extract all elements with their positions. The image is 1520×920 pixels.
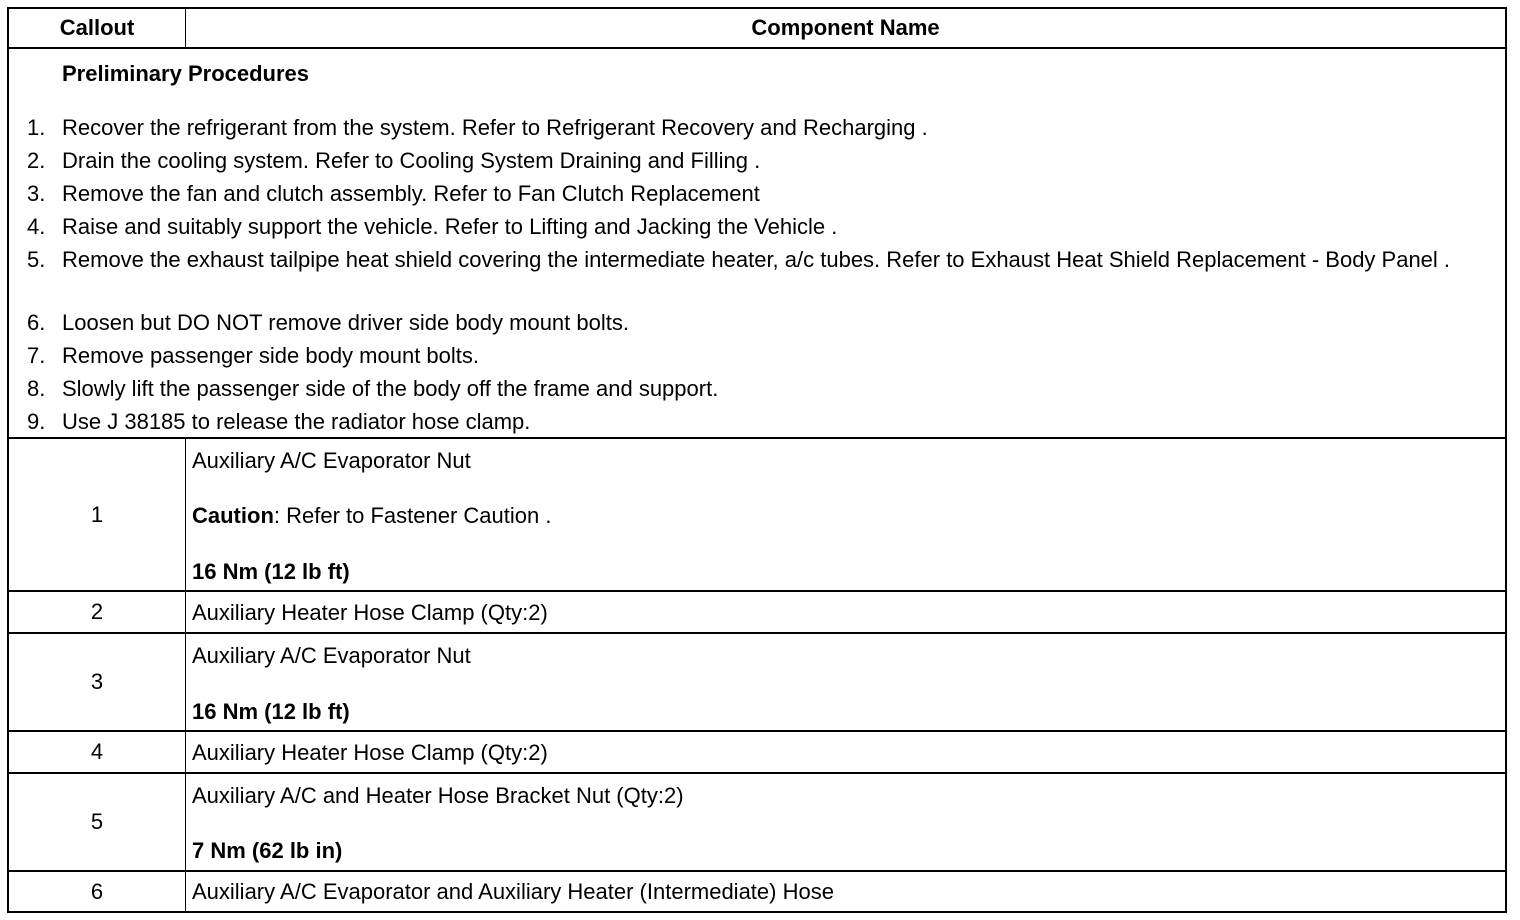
list-item xyxy=(9,341,1499,371)
component-cell xyxy=(186,634,1505,730)
caution-text: : Refer to Fastener Caution . xyxy=(273,503,552,528)
table-header-row xyxy=(9,9,1505,49)
component-cell xyxy=(186,439,1505,590)
step-number: 5. xyxy=(27,247,46,272)
table-row xyxy=(9,439,1505,592)
torque-spec: 16 Nm (12 lb ft) xyxy=(192,699,350,724)
table-row xyxy=(9,592,1505,634)
table-row xyxy=(9,732,1505,774)
caution-label: Caution xyxy=(192,503,274,528)
list-item xyxy=(9,113,1499,143)
caution-line xyxy=(192,504,551,528)
table-row xyxy=(9,774,1505,872)
callout-number: 1 xyxy=(9,439,186,590)
step-text: Raise and suitably support the vehicle. Refer to Lifting and Jacking the Vehicle . xyxy=(62,214,838,239)
step-number: 7. xyxy=(27,343,46,368)
component-cell xyxy=(186,592,1505,632)
list-item xyxy=(9,146,1499,176)
step-number: 4. xyxy=(27,214,46,239)
component-name: Auxiliary A/C and Heater Hose Bracket Nut (Qty:2) xyxy=(192,783,684,808)
step-text: Slowly lift the passenger side of the body off the frame and support. xyxy=(62,376,719,401)
step-number: 2. xyxy=(27,148,46,173)
list-item xyxy=(9,407,1499,437)
component-name: Auxiliary A/C Evaporator and Auxiliary Heater (Intermediate) Hose xyxy=(192,879,834,904)
step-number: 6. xyxy=(27,310,46,335)
callout-number: 6 xyxy=(9,872,186,911)
component-name: Auxiliary A/C Evaporator Nut xyxy=(192,643,471,668)
list-item xyxy=(9,245,1499,275)
list-item xyxy=(9,212,1499,242)
table-row xyxy=(9,634,1505,732)
step-text: Remove the exhaust tailpipe heat shield covering the intermediate heater, a/c tubes. Refer to Exhaust Heat Shield Replacement - Body Panel . xyxy=(62,247,1451,272)
header-callout: Callout xyxy=(9,9,186,47)
table-row xyxy=(9,872,1505,911)
callout-number: 5 xyxy=(9,774,186,870)
component-cell xyxy=(186,774,1505,870)
preliminary-procedures xyxy=(9,49,1505,439)
step-number: 8. xyxy=(27,376,46,401)
torque-spec: 16 Nm (12 lb ft) xyxy=(192,559,350,584)
component-name: Auxiliary Heater Hose Clamp (Qty:2) xyxy=(192,740,548,765)
step-text: Remove the fan and clutch assembly. Refer to Fan Clutch Replacement xyxy=(62,181,760,206)
list-item xyxy=(9,374,1499,404)
component-cell xyxy=(186,732,1505,772)
component-cell xyxy=(186,872,1505,911)
step-number: 9. xyxy=(27,409,46,434)
callout-number: 2 xyxy=(9,592,186,632)
step-text: Loosen but DO NOT remove driver side body mount bolts. xyxy=(62,310,629,335)
step-text: Use J 38185 to release the radiator hose clamp. xyxy=(62,409,531,434)
step-text: Drain the cooling system. Refer to Cooling System Draining and Filling . xyxy=(62,148,761,173)
preliminary-title: Preliminary Procedures xyxy=(62,61,310,86)
torque-spec: 7 Nm (62 lb in) xyxy=(192,838,343,863)
list-item xyxy=(9,308,1499,338)
header-component-name: Component Name xyxy=(751,15,940,40)
list-item xyxy=(9,179,1499,209)
component-name: Auxiliary Heater Hose Clamp (Qty:2) xyxy=(192,600,548,625)
component-table xyxy=(7,7,1507,913)
component-name: Auxiliary A/C Evaporator Nut xyxy=(192,448,471,473)
step-number: 1. xyxy=(27,115,46,140)
step-number: 3. xyxy=(27,181,46,206)
callout-number: 4 xyxy=(9,732,186,772)
step-text: Recover the refrigerant from the system. Refer to Refrigerant Recovery and Recharging . xyxy=(62,115,928,140)
callout-number: 3 xyxy=(9,634,186,730)
step-text: Remove passenger side body mount bolts. xyxy=(62,343,480,368)
